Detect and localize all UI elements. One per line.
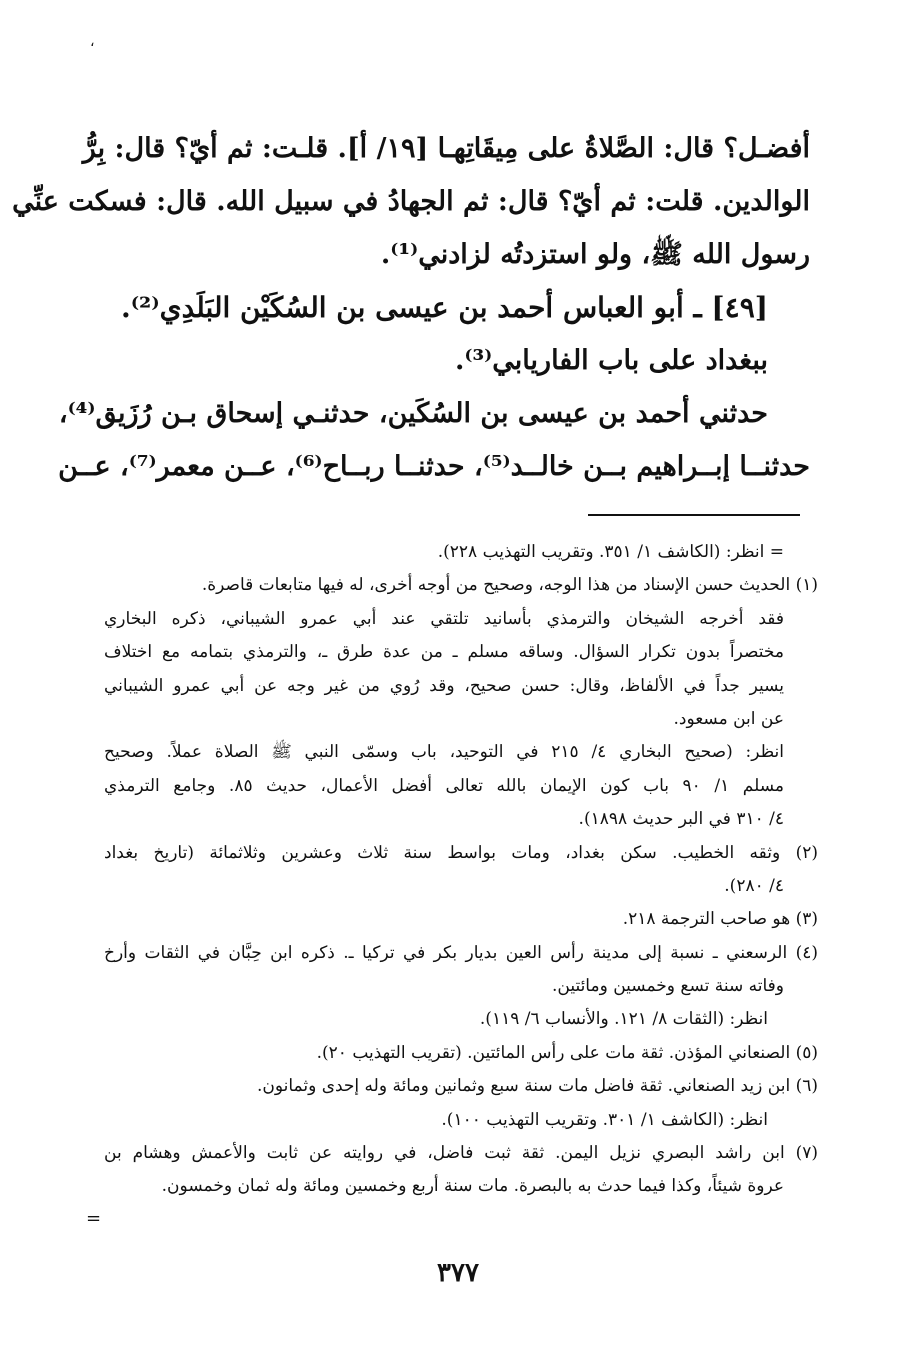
corner-mark: ، (90, 34, 95, 50)
main-line-5: ببغداد على باب الفاريابي⁽³⁾. (454, 345, 768, 376)
footnote-4: (٤) الرسعني ـ نسبة إلى مدينة رأس العين بديار بكر في تركيا ـ. ذكره ابن حِبَّان في الثقات وأرخ (104, 942, 818, 963)
footnote-3: (٣) هو صاحب الترجمة ٢١٨. (622, 909, 818, 930)
footnote-line: ٤/ ٢٨٠). (724, 875, 784, 896)
footnote-line: يسير جداً في الألفاظ، وقال: حسن صحيح، وقد رُوي من غير وجه عن أبي عمرو الشيباني (104, 675, 784, 696)
main-line-7: حدثنــا إبــراهيم بــن خالــد⁽⁵⁾، حدثنــا ربــاح⁽⁶⁾، عــن معمر⁽⁷⁾، عــن (58, 451, 810, 482)
footnote-line: عروة شيئاً، وكذا فيما حدث به بالبصرة. مات سنة أربع وخمسين ومائة وله ثمان وخمسون. (161, 1176, 784, 1197)
footnote-1: (١) الحديث حسن الإسناد من هذا الوجه، وصحيح من أوجه أخرى، له فيها متابعات قاصرة. (201, 575, 818, 596)
footnote-5: (٥) الصنعاني المؤذن. ثقة مات على رأس المائتين. (تقريب التهذيب ٢٠). (316, 1042, 818, 1063)
footnote-line: عن ابن مسعود. (673, 708, 784, 729)
footnote-line: انظر: (الكاشف ١/ ٣٠١. وتقريب التهذيب ١٠٠). (441, 1109, 768, 1130)
footnote-line: وفاته سنة تسع وخمسين ومائتين. (551, 976, 784, 997)
footnote-7: (٧) ابن راشد البصري نزيل اليمن. ثقة ثبت فاضل، في روايته عن ثابت والأعمش وهشام بن (104, 1143, 818, 1164)
footnote-separator (588, 514, 800, 516)
footnote-line: فقد أخرجه الشيخان والترمذي بأسانيد تلتقي عند أبي عمرو الشيباني، ذكره البخاري (104, 608, 784, 629)
footnote-line: = انظر: (الكاشف ١/ ٣٥١. وتقريب التهذيب ٢٢٨). (437, 542, 784, 562)
page-number: ٣٧٧ (437, 1258, 479, 1288)
main-line-2: الوالدين. قلت: ثم أيّ؟ قال: ثم الجهادُ في سبيل الله. قال: فسكت عنِّي (12, 186, 810, 217)
main-line-3: رسول الله ﷺ، ولو استزدتُه لزادني⁽¹⁾. (380, 239, 810, 270)
main-line-1: أفضـل؟ قال: الصَّلاةُ على مِيقَاتِهـا [١٩/ أ]. قلـت: ثم أيّ؟ قال: بِرُّ (82, 133, 810, 164)
footnote-6: (٦) ابن زيد الصنعاني. ثقة فاضل مات سنة سبع وثمانين ومائة وله إحدى وثمانون. (256, 1076, 818, 1097)
footnote-line: انظر: (الثقات ٨/ ١٢١. والأنساب ٦/ ١١٩). (479, 1009, 768, 1030)
main-text (12, 122, 810, 493)
footnotes (104, 536, 818, 1204)
footnote-line: مختصراً بدون تكرار السؤال. وساقه مسلم ـ من عدة طرق ـ، والترمذي بتمامه مع اختلاف (104, 642, 784, 663)
main-line-6: حدثني أحمد بن عيسى بن السُكَين، حدثنـي إسحاق بـن رُزَيق⁽⁴⁾، (58, 398, 768, 429)
continuation-mark: = (86, 1208, 102, 1229)
footnote-2: (٢) وثقه الخطيب. سكن بغداد، ومات بواسط سنة ثلاث وعشرين وثلاثمائة (تاريخ بغداد (104, 842, 818, 863)
footnote-line: ٤/ ٣١٠ في البر حديث ١٨٩٨). (578, 809, 784, 830)
entry-heading: [٤٩] ـ أبو العباس أحمد بن عيسى بن السُكَيْن البَلَدِي⁽²⁾. (120, 291, 768, 324)
footnote-line: انظر: (صحيح البخاري ٤/ ٢١٥ في التوحيد، باب وسمّى النبي ﷺ الصلاة عملاً. وصحيح (104, 742, 784, 763)
footnote-line: مسلم ١/ ٩٠ باب كون الإيمان بالله تعالى أفضل الأعمال، حديث ٨٥. وجامع الترمذي (104, 775, 785, 796)
